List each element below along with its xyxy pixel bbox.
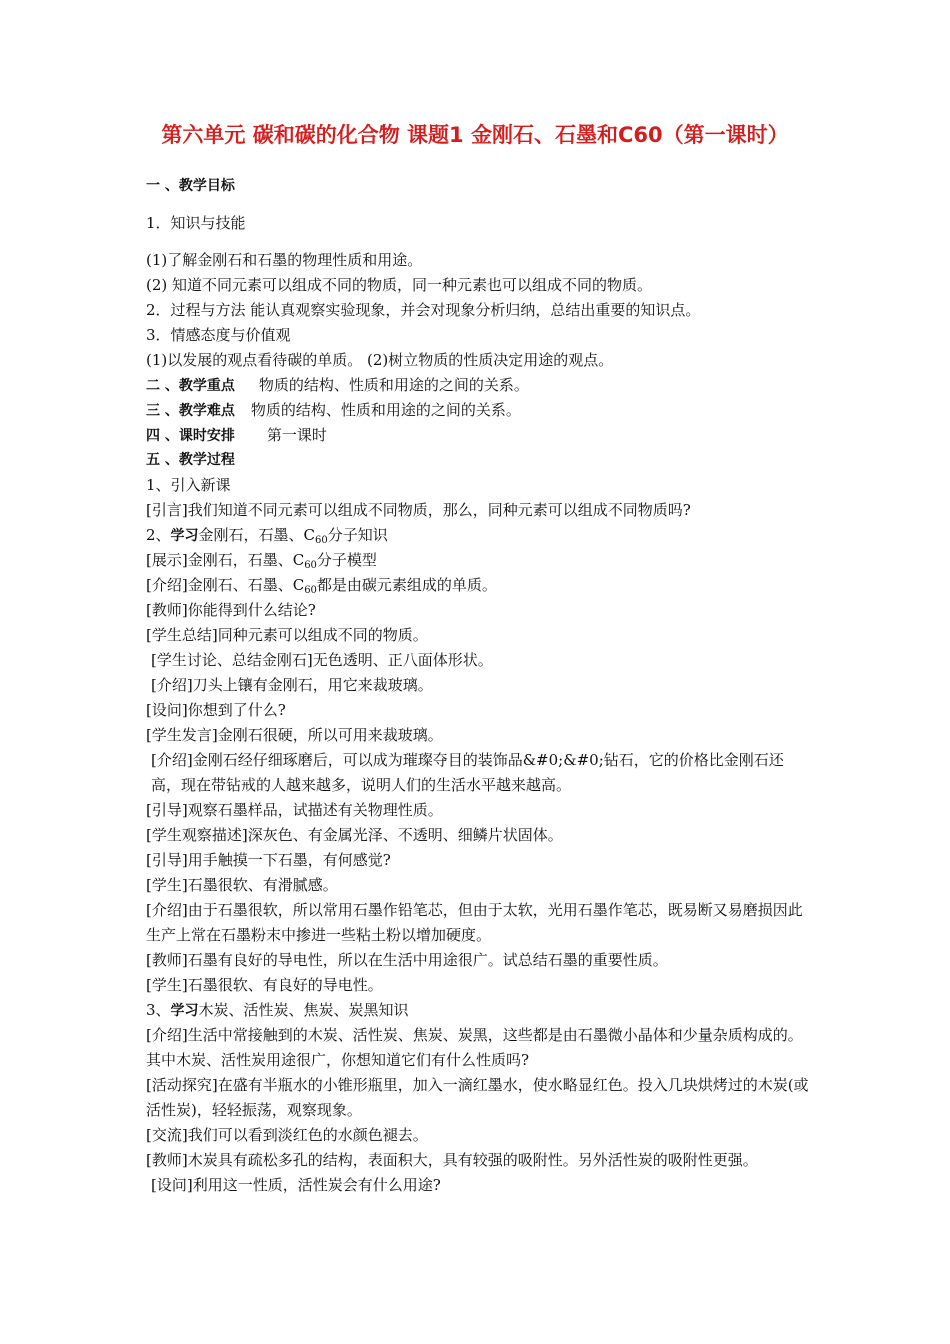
paragraph: [学生观察描述]深灰色、有金属光泽、不透明、细鳞片状固体。 <box>146 826 563 844</box>
section-heading: 三 、教学难点 <box>146 403 235 419</box>
paragraph: [教师]你能得到什么结论? <box>146 601 316 619</box>
emphasis-text: 学习 <box>170 528 199 544</box>
paragraph: [介绍]金刚石经仔细琢磨后，可以成为璀璨夺目的装饰品&#0;&#0;钻石，它的价格比金刚石还高，现在带钻戒的人越来越多，说明人们的生活水平越来越高。 <box>151 751 784 794</box>
section-line <box>146 423 810 448</box>
paragraph: [交流]我们可以看到淡红色的水颜色褪去。 <box>146 1126 428 1144</box>
paragraph: [介绍]刀头上镶有金刚石，用它来裁玻璃。 <box>151 676 433 694</box>
paragraph: [学生]石墨很软、有滑腻感。 <box>146 876 338 894</box>
paragraph: [引导]观察石墨样品，试描述有关物理性质。 <box>146 801 443 819</box>
paragraph: [设问]利用这一性质，活性炭会有什么用途? <box>151 1176 441 1194</box>
paragraph: [引导]用手触摸一下石墨，有何感觉? <box>146 851 391 869</box>
paragraph: [引言]我们知道不同元素可以组成不同物质，那么，同种元素可以组成不同物质吗? <box>146 501 691 519</box>
paragraph-text: [介绍]金刚石、石墨、C <box>146 576 305 594</box>
paragraph: [介绍]生活中常接触到的木炭、活性炭、焦炭、炭黑，这些都是由石墨微小晶体和少量杂质构成的。其中木炭、活性炭用途很广，你想知道它们有什么性质吗? <box>146 1026 803 1069</box>
paragraph <box>146 523 810 548</box>
subscript: 60 <box>304 560 317 571</box>
section-heading: 四 、课时安排 <box>146 428 235 444</box>
paragraph: [介绍]由于石墨很软，所以常用石墨作铅笔芯，但由于太软，光用石墨作笔芯，既易断又易磨损因此生产上常在石墨粉末中掺进一些粘土粉以增加硬度。 <box>146 901 803 944</box>
item-number: 2、 <box>146 526 171 544</box>
paragraph-text: 都是由碳元素组成的单质。 <box>316 576 497 594</box>
section-text: 物质的结构、性质和用途的之间的关系。 <box>258 376 529 394</box>
section-text: 第一课时 <box>266 426 327 444</box>
section-heading: 五 、教学过程 <box>146 452 235 468</box>
paragraph-text: 分子模型 <box>316 551 377 569</box>
subscript: 60 <box>315 535 328 546</box>
paragraph <box>146 573 810 598</box>
paragraph: 2．过程与方法 能认真观察实验现象，并会对现象分析归纳，总结出重要的知识点。 <box>146 301 701 319</box>
subheading: 3．情感态度与价值观 <box>146 326 291 344</box>
paragraph: [设问]你想到了什么? <box>146 701 286 719</box>
item-number: 3、 <box>146 1001 171 1019</box>
paragraph: (2) 知道不同元素可以组成不同的物质，同一种元素也可以组成不同的物质。 <box>146 276 653 294</box>
document-title: 第六单元 碳和碳的化合物 课题1 金刚石、石墨和C60（第一课时） <box>161 123 789 147</box>
paragraph: [学生讨论、总结金刚石]无色透明、正八面体形状。 <box>151 651 493 669</box>
section-heading: 二 、教学重点 <box>146 378 235 394</box>
paragraph-text: 分子知识 <box>327 526 388 544</box>
paragraph-text: [展示]金刚石，石墨、C <box>146 551 305 569</box>
section-heading: 一 、教学目标 <box>146 178 235 194</box>
section-text: 物质的结构、性质和用途的之间的关系。 <box>250 401 521 419</box>
paragraph: [教师]木炭具有疏松多孔的结构，表面积大，具有较强的吸附性。另外活性炭的吸附性更强。 <box>146 1151 758 1169</box>
paragraph <box>146 548 810 573</box>
paragraph <box>146 998 810 1023</box>
paragraph: [教师]石墨有良好的导电性，所以在生活中用途很广。试总结石墨的重要性质。 <box>146 951 668 969</box>
paragraph: (1)了解金刚石和石墨的物理性质和用途。 <box>146 251 423 269</box>
subheading: 1．知识与技能 <box>146 214 246 232</box>
paragraph: [学生总结]同种元素可以组成不同的物质。 <box>146 626 428 644</box>
paragraph-text: 木炭、活性炭、焦炭、炭黑知识 <box>198 1001 409 1019</box>
paragraph: [活动探究]在盛有半瓶水的小锥形瓶里，加入一滴红墨水，使水略显红色。投入几块烘烤过的木炭(或活性炭)，轻轻振荡，观察现象。 <box>146 1076 809 1119</box>
paragraph: 1、引入新课 <box>146 476 231 494</box>
paragraph: (1)以发展的观点看待碳的单质。 (2)树立物质的性质决定用途的观点。 <box>146 351 614 369</box>
section-line <box>146 398 810 423</box>
subscript: 60 <box>304 585 317 596</box>
emphasis-text: 学习 <box>170 1003 199 1019</box>
paragraph: [学生]石墨很软、有良好的导电性。 <box>146 976 383 994</box>
section-line <box>146 373 810 398</box>
paragraph: [学生发言]金刚石很硬，所以可用来裁玻璃。 <box>146 726 443 744</box>
document-body <box>146 174 810 1198</box>
paragraph-text: 金刚石，石墨、C <box>198 526 316 544</box>
